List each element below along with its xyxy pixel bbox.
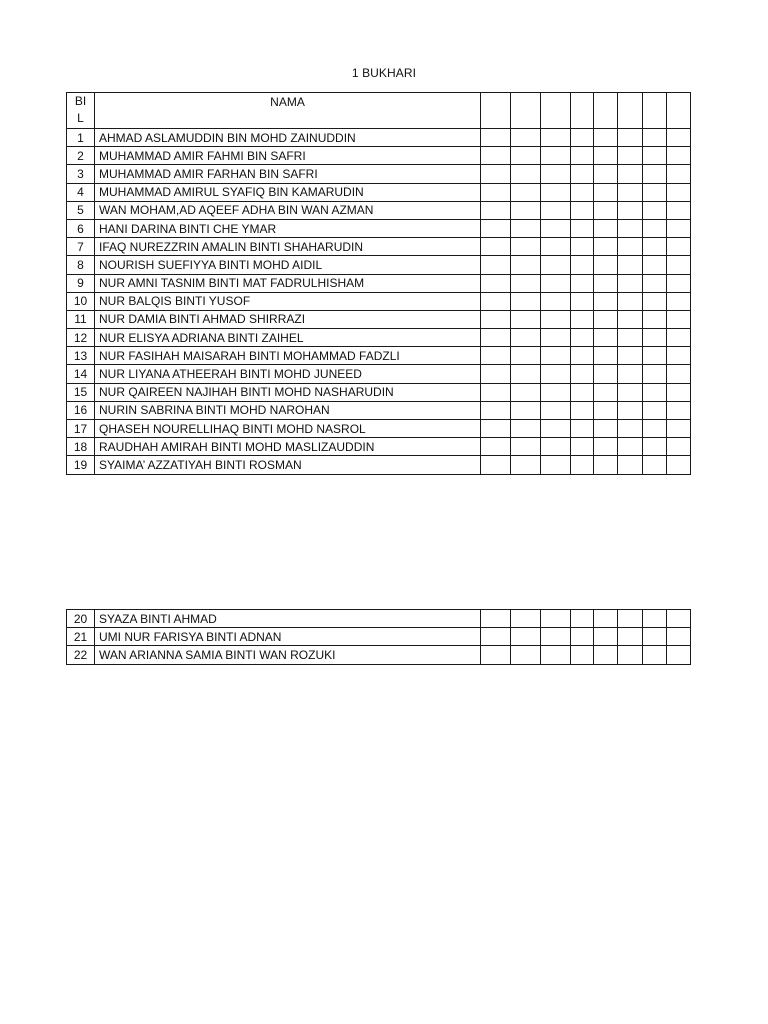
mark-cell[interactable] xyxy=(594,646,618,664)
student-name: NUR QAIREEN NAJIHAH BINTI MOHD NASHARUDIN xyxy=(95,383,481,401)
table-row xyxy=(67,401,691,419)
mark-header-cell xyxy=(594,93,618,129)
mark-cell[interactable] xyxy=(594,383,618,401)
mark-cell[interactable] xyxy=(541,129,571,147)
mark-cell[interactable] xyxy=(511,165,541,183)
student-name: WAN ARIANNA SAMIA BINTI WAN ROZUKI xyxy=(95,646,481,664)
mark-cell[interactable] xyxy=(618,238,643,256)
table-row xyxy=(67,256,691,274)
mark-cell[interactable] xyxy=(643,256,667,274)
mark-cell[interactable] xyxy=(618,646,643,664)
mark-cell[interactable] xyxy=(667,310,691,328)
table-row xyxy=(67,383,691,401)
mark-cell[interactable] xyxy=(481,310,511,328)
table-row xyxy=(67,292,691,310)
mark-cell[interactable] xyxy=(643,329,667,347)
mark-cell[interactable] xyxy=(667,274,691,292)
mark-cell[interactable] xyxy=(643,438,667,456)
mark-cell[interactable] xyxy=(481,347,511,365)
mark-cell[interactable] xyxy=(541,147,571,165)
mark-cell[interactable] xyxy=(541,329,571,347)
mark-cell[interactable] xyxy=(541,238,571,256)
table-row xyxy=(67,347,691,365)
mark-cell[interactable] xyxy=(594,129,618,147)
mark-cell[interactable] xyxy=(571,420,594,438)
mark-cell[interactable] xyxy=(571,646,594,664)
table-row xyxy=(67,310,691,328)
table-row xyxy=(67,274,691,292)
mark-cell[interactable] xyxy=(667,201,691,219)
mark-cell[interactable] xyxy=(594,347,618,365)
mark-cell[interactable] xyxy=(481,129,511,147)
student-name: NURIN SABRINA BINTI MOHD NAROHAN xyxy=(95,401,481,419)
mark-cell[interactable] xyxy=(571,329,594,347)
mark-cell[interactable] xyxy=(643,347,667,365)
mark-cell[interactable] xyxy=(618,438,643,456)
table-header-row xyxy=(67,93,691,129)
mark-cell[interactable] xyxy=(594,238,618,256)
mark-cell[interactable] xyxy=(618,219,643,237)
mark-cell[interactable] xyxy=(571,238,594,256)
mark-cell[interactable] xyxy=(571,292,594,310)
class-roster-table-continued xyxy=(66,609,691,665)
mark-cell[interactable] xyxy=(481,292,511,310)
table-row xyxy=(67,238,691,256)
mark-cell[interactable] xyxy=(481,201,511,219)
table-row xyxy=(67,628,691,646)
mark-cell[interactable] xyxy=(541,456,571,474)
mark-cell[interactable] xyxy=(618,610,643,628)
mark-cell[interactable] xyxy=(541,646,571,664)
mark-cell[interactable] xyxy=(667,610,691,628)
mark-cell[interactable] xyxy=(594,365,618,383)
mark-cell[interactable] xyxy=(481,438,511,456)
mark-cell[interactable] xyxy=(618,347,643,365)
mark-cell[interactable] xyxy=(667,238,691,256)
mark-cell[interactable] xyxy=(511,147,541,165)
mark-cell[interactable] xyxy=(667,147,691,165)
row-number: 12 xyxy=(67,329,95,347)
mark-cell[interactable] xyxy=(481,610,511,628)
student-name: NUR LIYANA ATHEERAH BINTI MOHD JUNEED xyxy=(95,365,481,383)
mark-cell[interactable] xyxy=(618,365,643,383)
mark-header-cell xyxy=(618,93,643,129)
mark-cell[interactable] xyxy=(618,183,643,201)
table-row xyxy=(67,329,691,347)
mark-cell[interactable] xyxy=(643,165,667,183)
mark-cell[interactable] xyxy=(618,401,643,419)
table-row xyxy=(67,147,691,165)
student-name: WAN MOHAM,AD AQEEF ADHA BIN WAN AZMAN xyxy=(95,201,481,219)
class-roster-table xyxy=(66,92,691,475)
mark-cell[interactable] xyxy=(481,256,511,274)
student-name: NUR AMNI TASNIM BINTI MAT FADRULHISHAM xyxy=(95,274,481,292)
mark-cell[interactable] xyxy=(643,456,667,474)
table-row xyxy=(67,438,691,456)
mark-cell[interactable] xyxy=(481,401,511,419)
mark-cell[interactable] xyxy=(594,310,618,328)
mark-cell[interactable] xyxy=(541,165,571,183)
student-name: IFAQ NUREZZRIN AMALIN BINTI SHAHARUDIN xyxy=(95,238,481,256)
mark-cell[interactable] xyxy=(618,201,643,219)
row-number: 7 xyxy=(67,238,95,256)
table-row xyxy=(67,219,691,237)
row-number: 21 xyxy=(67,628,95,646)
row-number: 18 xyxy=(67,438,95,456)
mark-cell[interactable] xyxy=(594,401,618,419)
mark-cell[interactable] xyxy=(541,438,571,456)
mark-cell[interactable] xyxy=(618,456,643,474)
table-row xyxy=(67,365,691,383)
mark-cell[interactable] xyxy=(667,129,691,147)
mark-cell[interactable] xyxy=(618,628,643,646)
mark-header-cell xyxy=(481,93,511,129)
student-name: MUHAMMAD AMIR FAHMI BIN SAFRI xyxy=(95,147,481,165)
row-number: 15 xyxy=(67,383,95,401)
row-number: 20 xyxy=(67,610,95,628)
mark-cell[interactable] xyxy=(594,610,618,628)
mark-cell[interactable] xyxy=(571,219,594,237)
mark-cell[interactable] xyxy=(541,365,571,383)
mark-cell[interactable] xyxy=(643,646,667,664)
student-name: UMI NUR FARISYA BINTI ADNAN xyxy=(95,628,481,646)
mark-header-cell xyxy=(571,93,594,129)
mark-cell[interactable] xyxy=(511,256,541,274)
mark-cell[interactable] xyxy=(481,238,511,256)
row-number: 8 xyxy=(67,256,95,274)
mark-cell[interactable] xyxy=(667,365,691,383)
mark-cell[interactable] xyxy=(643,129,667,147)
mark-cell[interactable] xyxy=(511,646,541,664)
row-number: 4 xyxy=(67,183,95,201)
mark-header-cell xyxy=(643,93,667,129)
mark-cell[interactable] xyxy=(594,201,618,219)
mark-cell[interactable] xyxy=(541,420,571,438)
mark-cell[interactable] xyxy=(511,201,541,219)
mark-cell[interactable] xyxy=(643,401,667,419)
mark-cell[interactable] xyxy=(643,610,667,628)
mark-cell[interactable] xyxy=(541,628,571,646)
mark-cell[interactable] xyxy=(643,292,667,310)
table-row xyxy=(67,183,691,201)
mark-cell[interactable] xyxy=(511,420,541,438)
table-row xyxy=(67,646,691,664)
mark-cell[interactable] xyxy=(643,310,667,328)
student-name: HANI DARINA BINTI CHE YMAR xyxy=(95,219,481,237)
student-name: NUR BALQIS BINTI YUSOF xyxy=(95,292,481,310)
mark-cell[interactable] xyxy=(511,129,541,147)
mark-cell[interactable] xyxy=(618,147,643,165)
mark-cell[interactable] xyxy=(481,383,511,401)
row-number: 1 xyxy=(67,129,95,147)
mark-cell[interactable] xyxy=(541,256,571,274)
mark-cell[interactable] xyxy=(643,183,667,201)
row-number: 16 xyxy=(67,401,95,419)
row-number: 3 xyxy=(67,165,95,183)
mark-header-cell xyxy=(541,93,571,129)
mark-cell[interactable] xyxy=(643,274,667,292)
mark-cell[interactable] xyxy=(571,401,594,419)
mark-cell[interactable] xyxy=(618,310,643,328)
row-number: 2 xyxy=(67,147,95,165)
mark-cell[interactable] xyxy=(511,438,541,456)
mark-cell[interactable] xyxy=(511,183,541,201)
mark-cell[interactable] xyxy=(594,329,618,347)
mark-cell[interactable] xyxy=(571,610,594,628)
mark-cell[interactable] xyxy=(667,292,691,310)
mark-cell[interactable] xyxy=(481,274,511,292)
mark-cell[interactable] xyxy=(571,183,594,201)
mark-header-cell xyxy=(511,93,541,129)
row-number: 11 xyxy=(67,310,95,328)
student-name: NOURISH SUEFIYYA BINTI MOHD AIDIL xyxy=(95,256,481,274)
student-name: MUHAMMAD AMIRUL SYAFIQ BIN KAMARUDIN xyxy=(95,183,481,201)
mark-cell[interactable] xyxy=(541,183,571,201)
mark-cell[interactable] xyxy=(511,219,541,237)
mark-cell[interactable] xyxy=(618,274,643,292)
mark-header-cell xyxy=(667,93,691,129)
mark-cell[interactable] xyxy=(643,238,667,256)
mark-cell[interactable] xyxy=(511,310,541,328)
bil-header-line2: L xyxy=(77,111,84,125)
mark-cell[interactable] xyxy=(511,610,541,628)
row-number: 10 xyxy=(67,292,95,310)
student-name: AHMAD ASLAMUDDIN BIN MOHD ZAINUDDIN xyxy=(95,129,481,147)
mark-cell[interactable] xyxy=(481,646,511,664)
mark-cell[interactable] xyxy=(541,610,571,628)
mark-cell[interactable] xyxy=(667,401,691,419)
mark-cell[interactable] xyxy=(571,438,594,456)
table-row xyxy=(67,201,691,219)
mark-cell[interactable] xyxy=(541,201,571,219)
mark-cell[interactable] xyxy=(511,365,541,383)
mark-cell[interactable] xyxy=(481,329,511,347)
table-row xyxy=(67,165,691,183)
mark-cell[interactable] xyxy=(643,365,667,383)
mark-cell[interactable] xyxy=(541,292,571,310)
mark-cell[interactable] xyxy=(594,256,618,274)
row-number: 22 xyxy=(67,646,95,664)
row-number: 6 xyxy=(67,219,95,237)
mark-cell[interactable] xyxy=(594,628,618,646)
row-number: 9 xyxy=(67,274,95,292)
mark-cell[interactable] xyxy=(481,365,511,383)
mark-cell[interactable] xyxy=(667,183,691,201)
mark-cell[interactable] xyxy=(541,401,571,419)
mark-cell[interactable] xyxy=(594,438,618,456)
mark-cell[interactable] xyxy=(618,383,643,401)
mark-cell[interactable] xyxy=(667,456,691,474)
row-number: 19 xyxy=(67,456,95,474)
student-name: NUR ELISYA ADRIANA BINTI ZAIHEL xyxy=(95,329,481,347)
mark-cell[interactable] xyxy=(594,420,618,438)
mark-cell[interactable] xyxy=(667,219,691,237)
bil-header-line1: BI xyxy=(74,94,87,108)
row-number: 13 xyxy=(67,347,95,365)
mark-cell[interactable] xyxy=(618,292,643,310)
mark-cell[interactable] xyxy=(511,238,541,256)
mark-cell[interactable] xyxy=(594,292,618,310)
mark-cell[interactable] xyxy=(594,165,618,183)
mark-cell[interactable] xyxy=(571,347,594,365)
mark-cell[interactable] xyxy=(571,383,594,401)
mark-cell[interactable] xyxy=(571,456,594,474)
mark-cell[interactable] xyxy=(511,401,541,419)
mark-cell[interactable] xyxy=(667,383,691,401)
bil-header xyxy=(67,93,95,129)
mark-cell[interactable] xyxy=(643,383,667,401)
student-name: NUR FASIHAH MAISARAH BINTI MOHAMMAD FADZLI xyxy=(95,347,481,365)
mark-cell[interactable] xyxy=(481,456,511,474)
mark-cell[interactable] xyxy=(667,256,691,274)
mark-cell[interactable] xyxy=(481,183,511,201)
mark-cell[interactable] xyxy=(618,129,643,147)
student-name: NUR DAMIA BINTI AHMAD SHIRRAZI xyxy=(95,310,481,328)
row-number: 5 xyxy=(67,201,95,219)
mark-cell[interactable] xyxy=(594,456,618,474)
mark-cell[interactable] xyxy=(571,310,594,328)
mark-cell[interactable] xyxy=(594,183,618,201)
mark-cell[interactable] xyxy=(541,274,571,292)
mark-cell[interactable] xyxy=(511,383,541,401)
mark-cell[interactable] xyxy=(571,628,594,646)
table-row xyxy=(67,610,691,628)
mark-cell[interactable] xyxy=(618,256,643,274)
mark-cell[interactable] xyxy=(571,274,594,292)
row-number: 17 xyxy=(67,420,95,438)
mark-cell[interactable] xyxy=(571,201,594,219)
mark-cell[interactable] xyxy=(643,219,667,237)
student-name: QHASEH NOURELLIHAQ BINTI MOHD NASROL xyxy=(95,420,481,438)
mark-cell[interactable] xyxy=(541,310,571,328)
mark-cell[interactable] xyxy=(481,420,511,438)
mark-cell[interactable] xyxy=(571,165,594,183)
student-name: MUHAMMAD AMIR FARHAN BIN SAFRI xyxy=(95,165,481,183)
mark-cell[interactable] xyxy=(594,219,618,237)
mark-cell[interactable] xyxy=(541,383,571,401)
mark-cell[interactable] xyxy=(541,219,571,237)
mark-cell[interactable] xyxy=(511,292,541,310)
mark-cell[interactable] xyxy=(667,347,691,365)
mark-cell[interactable] xyxy=(481,147,511,165)
mark-cell[interactable] xyxy=(643,201,667,219)
mark-cell[interactable] xyxy=(481,165,511,183)
mark-cell[interactable] xyxy=(667,646,691,664)
mark-cell[interactable] xyxy=(594,274,618,292)
mark-cell[interactable] xyxy=(571,129,594,147)
mark-cell[interactable] xyxy=(594,147,618,165)
mark-cell[interactable] xyxy=(618,420,643,438)
mark-cell[interactable] xyxy=(511,329,541,347)
nama-header: NAMA xyxy=(95,93,481,129)
student-name: RAUDHAH AMIRAH BINTI MOHD MASLIZAUDDIN xyxy=(95,438,481,456)
mark-cell[interactable] xyxy=(667,438,691,456)
mark-cell[interactable] xyxy=(481,628,511,646)
mark-cell[interactable] xyxy=(667,165,691,183)
mark-cell[interactable] xyxy=(643,420,667,438)
mark-cell[interactable] xyxy=(667,420,691,438)
mark-cell[interactable] xyxy=(618,329,643,347)
mark-cell[interactable] xyxy=(571,147,594,165)
mark-cell[interactable] xyxy=(511,274,541,292)
table-row xyxy=(67,420,691,438)
mark-cell[interactable] xyxy=(643,147,667,165)
mark-cell[interactable] xyxy=(541,347,571,365)
row-number: 14 xyxy=(67,365,95,383)
mark-cell[interactable] xyxy=(643,628,667,646)
table-row xyxy=(67,456,691,474)
mark-cell[interactable] xyxy=(511,347,541,365)
mark-cell[interactable] xyxy=(667,329,691,347)
mark-cell[interactable] xyxy=(618,165,643,183)
student-name: SYAZA BINTI AHMAD xyxy=(95,610,481,628)
mark-cell[interactable] xyxy=(511,456,541,474)
mark-cell[interactable] xyxy=(667,628,691,646)
mark-cell[interactable] xyxy=(481,219,511,237)
page-title: 1 BUKHARI xyxy=(351,66,417,80)
mark-cell[interactable] xyxy=(511,628,541,646)
table-row xyxy=(67,129,691,147)
mark-cell[interactable] xyxy=(571,365,594,383)
mark-cell[interactable] xyxy=(571,256,594,274)
student-name: SYAIMA’ AZZATIYAH BINTI ROSMAN xyxy=(95,456,481,474)
